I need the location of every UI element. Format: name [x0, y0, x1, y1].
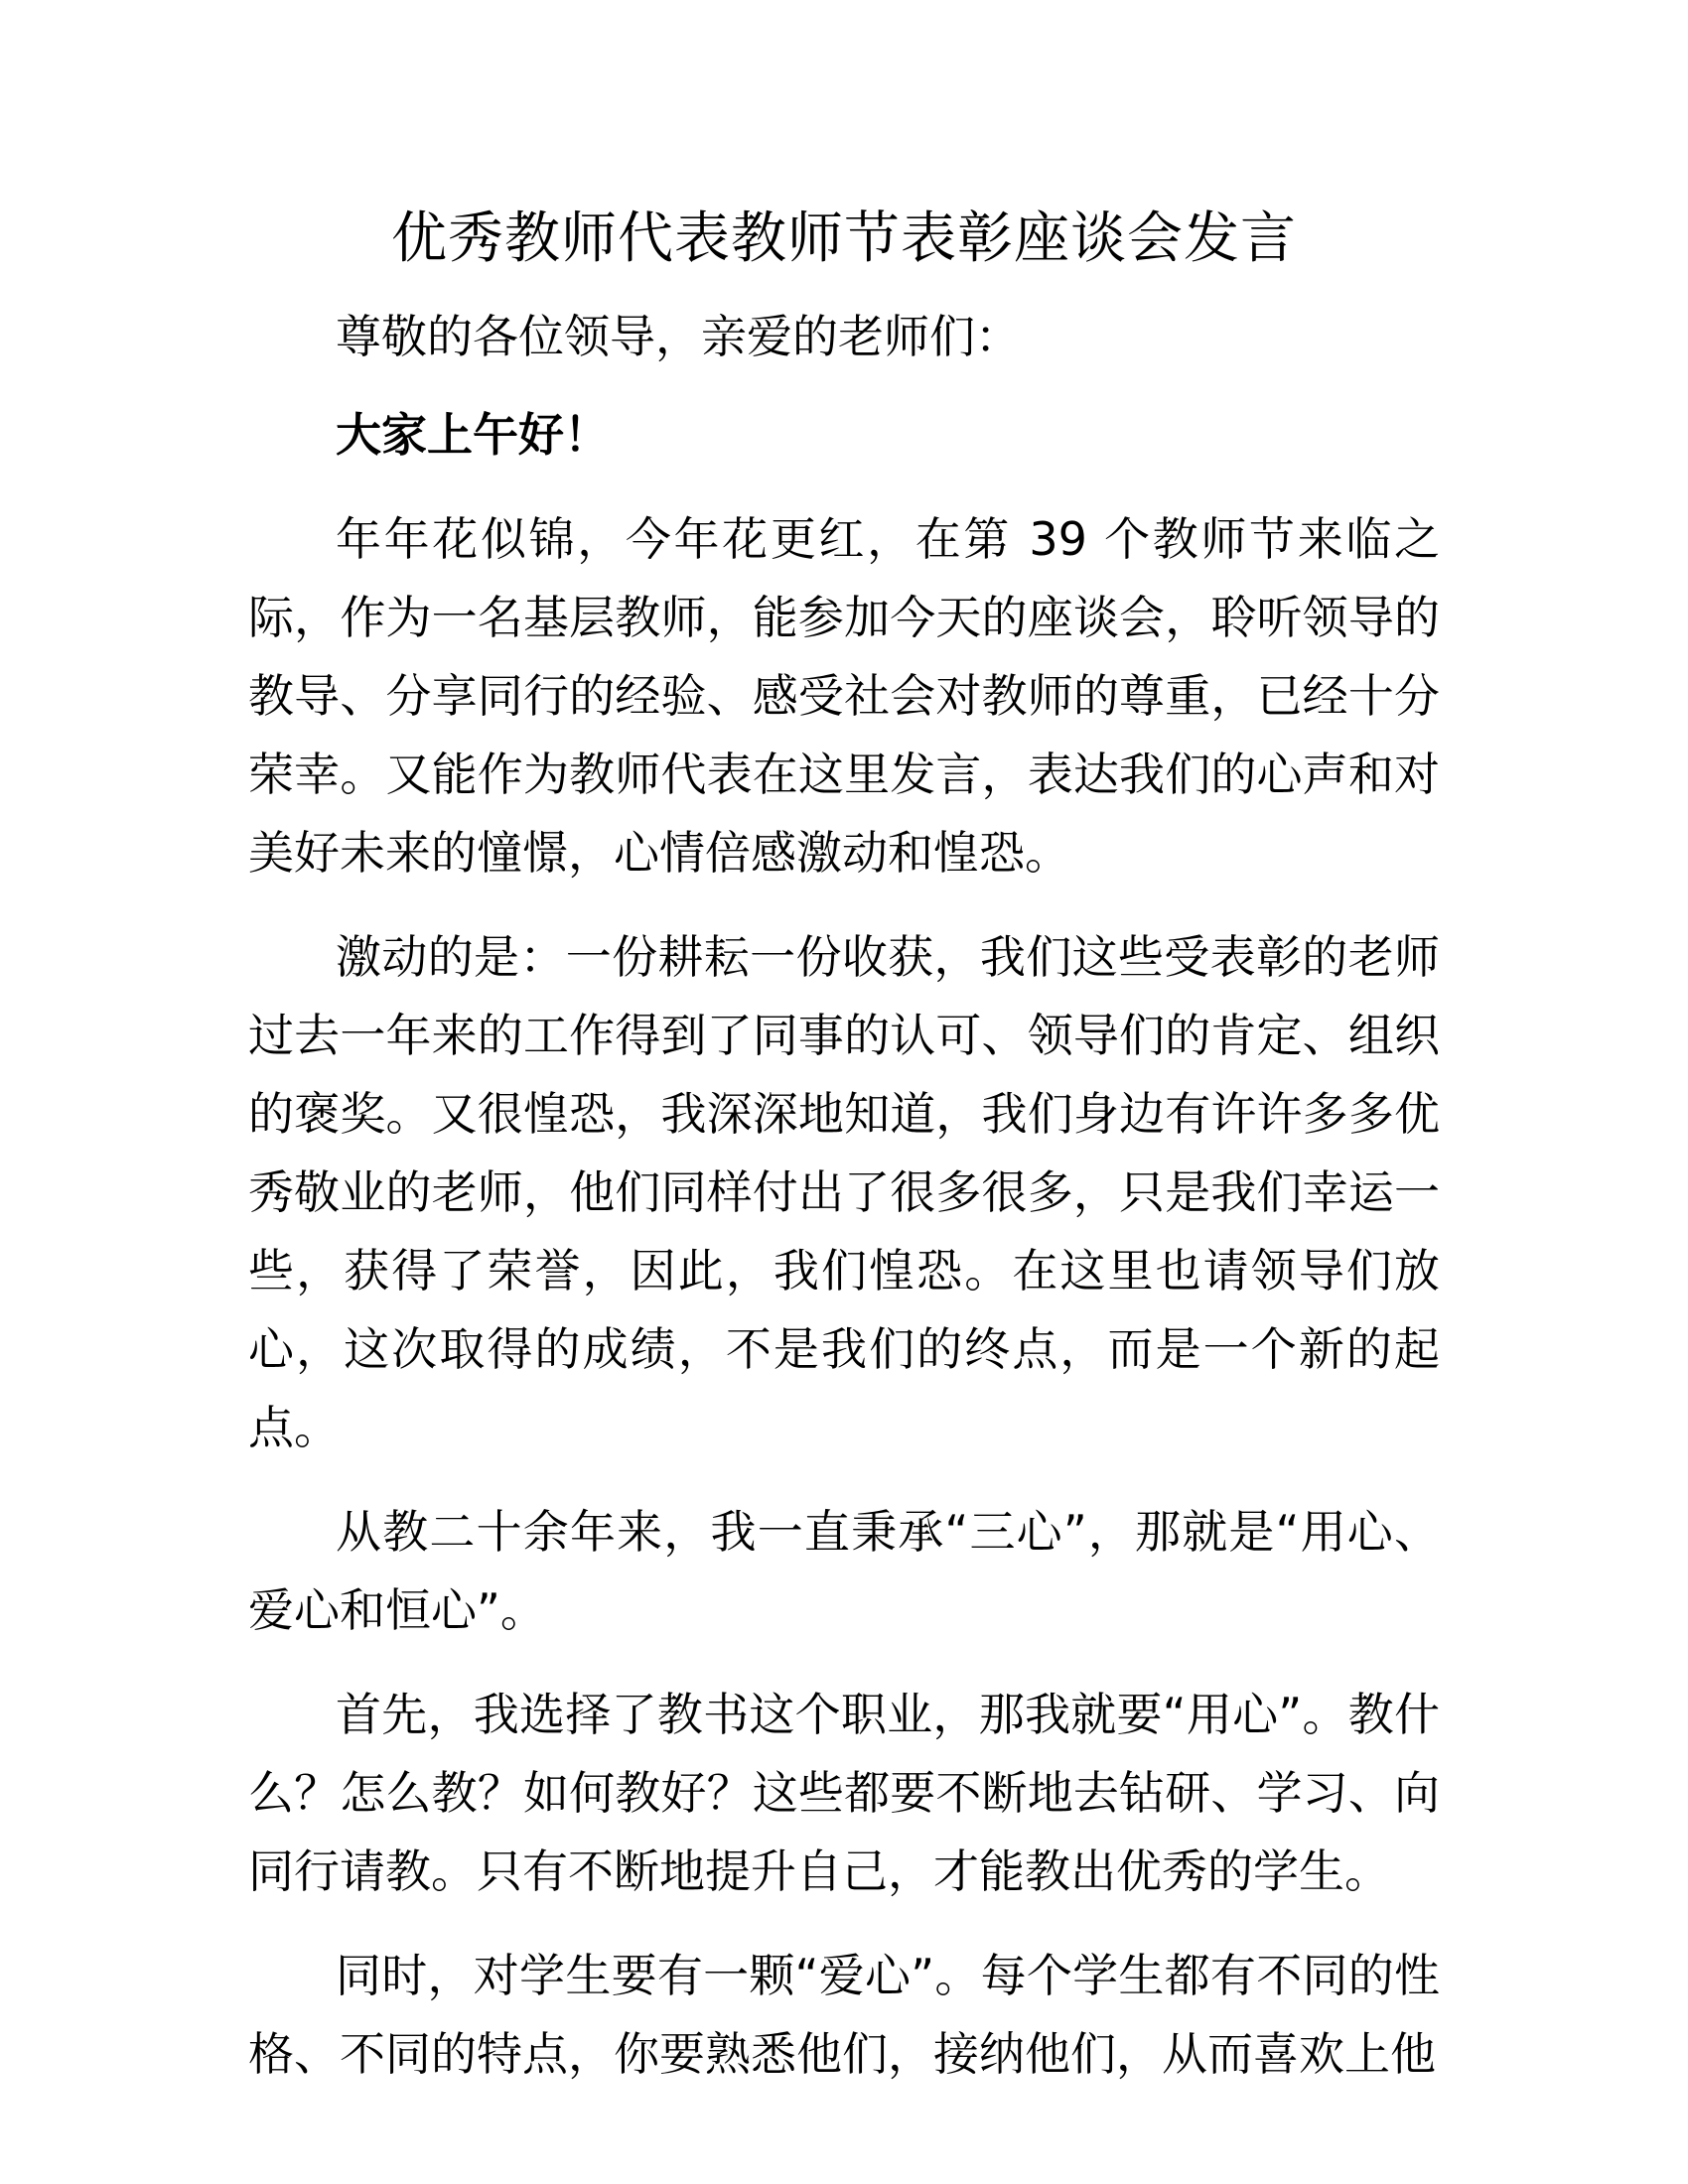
document-title: 优秀教师代表教师节表彰座谈会发言 [391, 206, 1297, 271]
body-paragraph: 从教二十余年来，我一直秉承“三心”，那就是“用心、爱心和恒心”。 [248, 1505, 1440, 1637]
body-paragraph: 同时，对学生要有一颗“爱心”。每个学生都有不同的性格、不同的特点，你要熟悉他们，接纳他们，从而喜欢上他 [248, 1949, 1440, 2081]
body-paragraph: 年年花似锦，今年花更红，在第 39 个教师节来临之际，作为一名基层教师，能参加今天的座谈会，聆听领导的教导、分享同行的经验、感受社会对教师的尊重，已经十分荣幸。又能作为教师代表在这里发言，表达我们的心声和对美好未来的憧憬，心情倍感激动和惶恐。 [248, 512, 1440, 880]
greeting-paragraph: 大家上午好！ [336, 408, 610, 462]
document-body [248, 298, 1440, 2119]
body-paragraph: 激动的是：一份耕耘一份收获，我们这些受表彰的老师过去一年来的工作得到了同事的认可、领导们的肯定、组织的褒奖。又很惶恐，我深深地知道，我们身边有许许多多优秀敬业的老师，他们同样付出了很多很多，只是我们幸运一些，获得了荣誉，因此，我们惶恐。在这里也请领导们放心，这次取得的成绩，不是我们的终点，而是一个新的起点。 [248, 930, 1440, 1454]
salutation-paragraph: 尊敬的各位领导，亲爱的老师们： [336, 310, 1021, 363]
body-paragraph: 首先，我选择了教书这个职业，那我就要“用心”。教什么？怎么教？如何教好？这些都要不断地去钻研、学习、向同行请教。只有不断地提升自己，才能教出优秀的学生。 [248, 1688, 1440, 1898]
